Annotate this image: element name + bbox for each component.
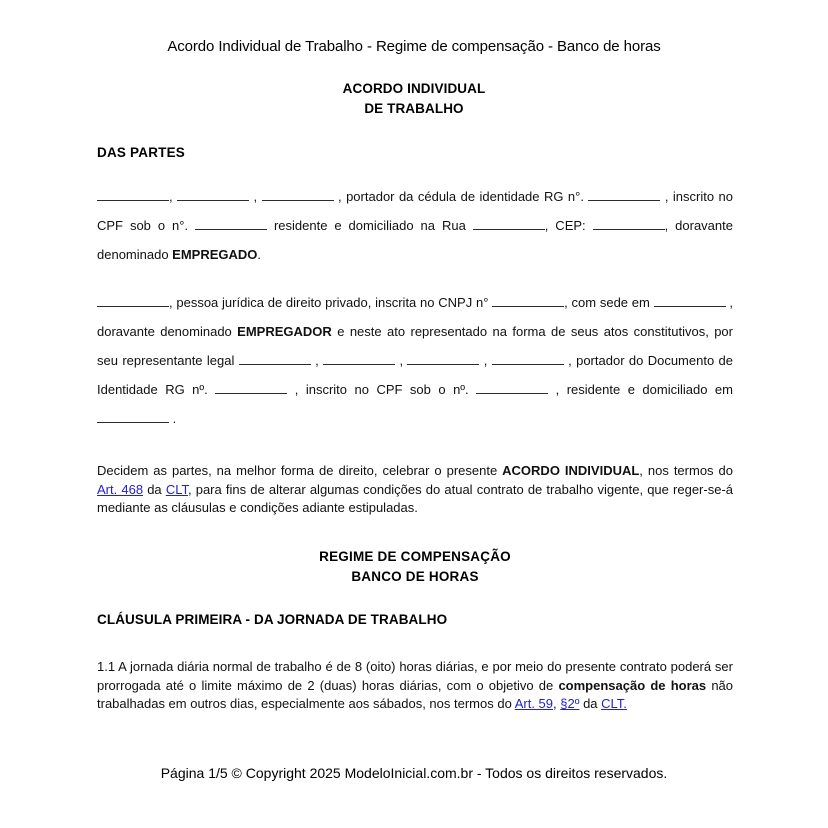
fill-blank-employee-marital[interactable] [262,189,334,201]
page-footer: Página 1/5 © Copyright 2025 ModeloInicial.com.br - Todos os direitos reservados. [160,765,668,781]
employee-text-8: . [257,247,262,262]
clause-one-text-1: 1.1 A jornada diária normal de trabalho é de 8 (oito) horas diárias, e por meio do presente contrato poderá ser prorrogada até o limite máximo de 2 (duas) horas diárias, com o objetivo de [97,659,733,693]
clause-one-text-2: não trabalhadas em outros dias, especialmente aos sábados, nos termos do [97,677,734,711]
fill-blank-employee-rg[interactable] [588,189,660,201]
employee-text-6: , CEP: [544,218,593,233]
link-clt-2[interactable]: CLT. [601,696,627,711]
clause-one-text-4: da [579,696,602,711]
link-art-468[interactable]: Art. 468 [97,481,144,497]
employee-label-bold: EMPREGADO [172,247,258,262]
employee-text-4: , inscrito no CPF sob o n°. [97,189,733,233]
regime-heading-block [97,547,733,587]
fill-blank-employer-address[interactable] [654,295,726,307]
regime-heading-line-2: BANCO DE HORAS [351,569,479,584]
paragraph-decision [97,462,733,518]
paragraph-clause-one [97,658,733,714]
fill-blank-rep-name[interactable] [239,353,311,365]
link-paragraph-2[interactable]: §2º [560,696,580,711]
employer-text-9: , inscrito no CPF sob o nº. [287,382,477,397]
paragraph-employee-party [97,182,733,269]
document-title-block [0,79,828,119]
decision-text-3: da [143,481,166,497]
employer-text-1: , pessoa jurídica de direito privado, inscrita no CNPJ n° [169,295,493,310]
employer-text-11: . [169,411,177,426]
document-title-line-1: ACORDO INDIVIDUAL [342,81,486,96]
link-art-59[interactable]: Art. 59 [514,696,553,711]
employee-text-3: , portador da cédula de identidade RG n°. [333,189,589,204]
employer-text-6: , [395,353,408,368]
fill-blank-employee-name[interactable] [97,189,169,201]
decision-text-1: Decidem as partes, na melhor forma de direito, celebrar o presente [97,463,503,478]
fill-blank-employer-cnpj[interactable] [492,295,564,307]
decision-text-2: , nos termos do [639,463,733,478]
document-title-line-2: DE TRABALHO [364,101,464,116]
employee-text-7: , doravante denominado [97,218,733,262]
employer-text-2: , com sede em [564,295,654,310]
clause-one-text-3: , [553,696,561,711]
fill-blank-rep-marital[interactable] [407,353,479,365]
decision-text-4: , para fins de alterar algumas condições do atual contrato de trabalho vigente, que reger-se-á mediante as cláusulas e condições adiante estipuladas. [97,481,734,515]
fill-blank-employee-nationality[interactable] [177,189,249,201]
employer-text-4: e neste ato representado na forma de seus atos constitutivos, por seu representante legal [97,324,733,368]
section-heading-parties: DAS PARTES [97,145,186,160]
fill-blank-rep-nationality[interactable] [323,353,395,365]
fill-blank-employee-cep[interactable] [593,218,665,230]
document-header-title: Acordo Individual de Trabalho - Regime de compensação - Banco de horas [167,38,661,55]
employer-text-7: , [479,353,492,368]
fill-blank-rep-profession[interactable] [492,353,564,365]
employee-text-1: , [169,189,178,204]
regime-heading-line-1: REGIME DE COMPENSAÇÃO [319,549,511,564]
fill-blank-employee-address[interactable] [473,218,545,230]
employer-text-8: , portador do Documento de Identidade RG nº. [97,353,733,397]
fill-blank-rep-address[interactable] [97,411,169,423]
employee-text-2: , [249,189,262,204]
paragraph-employer-party [97,288,733,433]
employer-text-5: , [310,353,324,368]
clause-one-compensation-bold: compensação de horas [558,677,707,693]
link-clt[interactable]: CLT [165,481,188,497]
employer-text-10: , residente e domiciliado em [548,382,733,397]
fill-blank-rep-rg[interactable] [215,382,287,394]
fill-blank-employer-name[interactable] [97,295,169,307]
employee-text-5: residente e domiciliado na Rua [267,218,473,233]
employer-text-3: , doravante denominado [97,295,733,339]
fill-blank-employee-cpf[interactable] [195,218,267,230]
clause-one-heading: CLÁUSULA PRIMEIRA - DA JORNADA DE TRABALHO [97,612,448,627]
employer-label-bold: EMPREGADOR [237,324,332,339]
fill-blank-rep-cpf[interactable] [476,382,548,394]
decision-accord-bold: ACORDO INDIVIDUAL [502,463,640,478]
